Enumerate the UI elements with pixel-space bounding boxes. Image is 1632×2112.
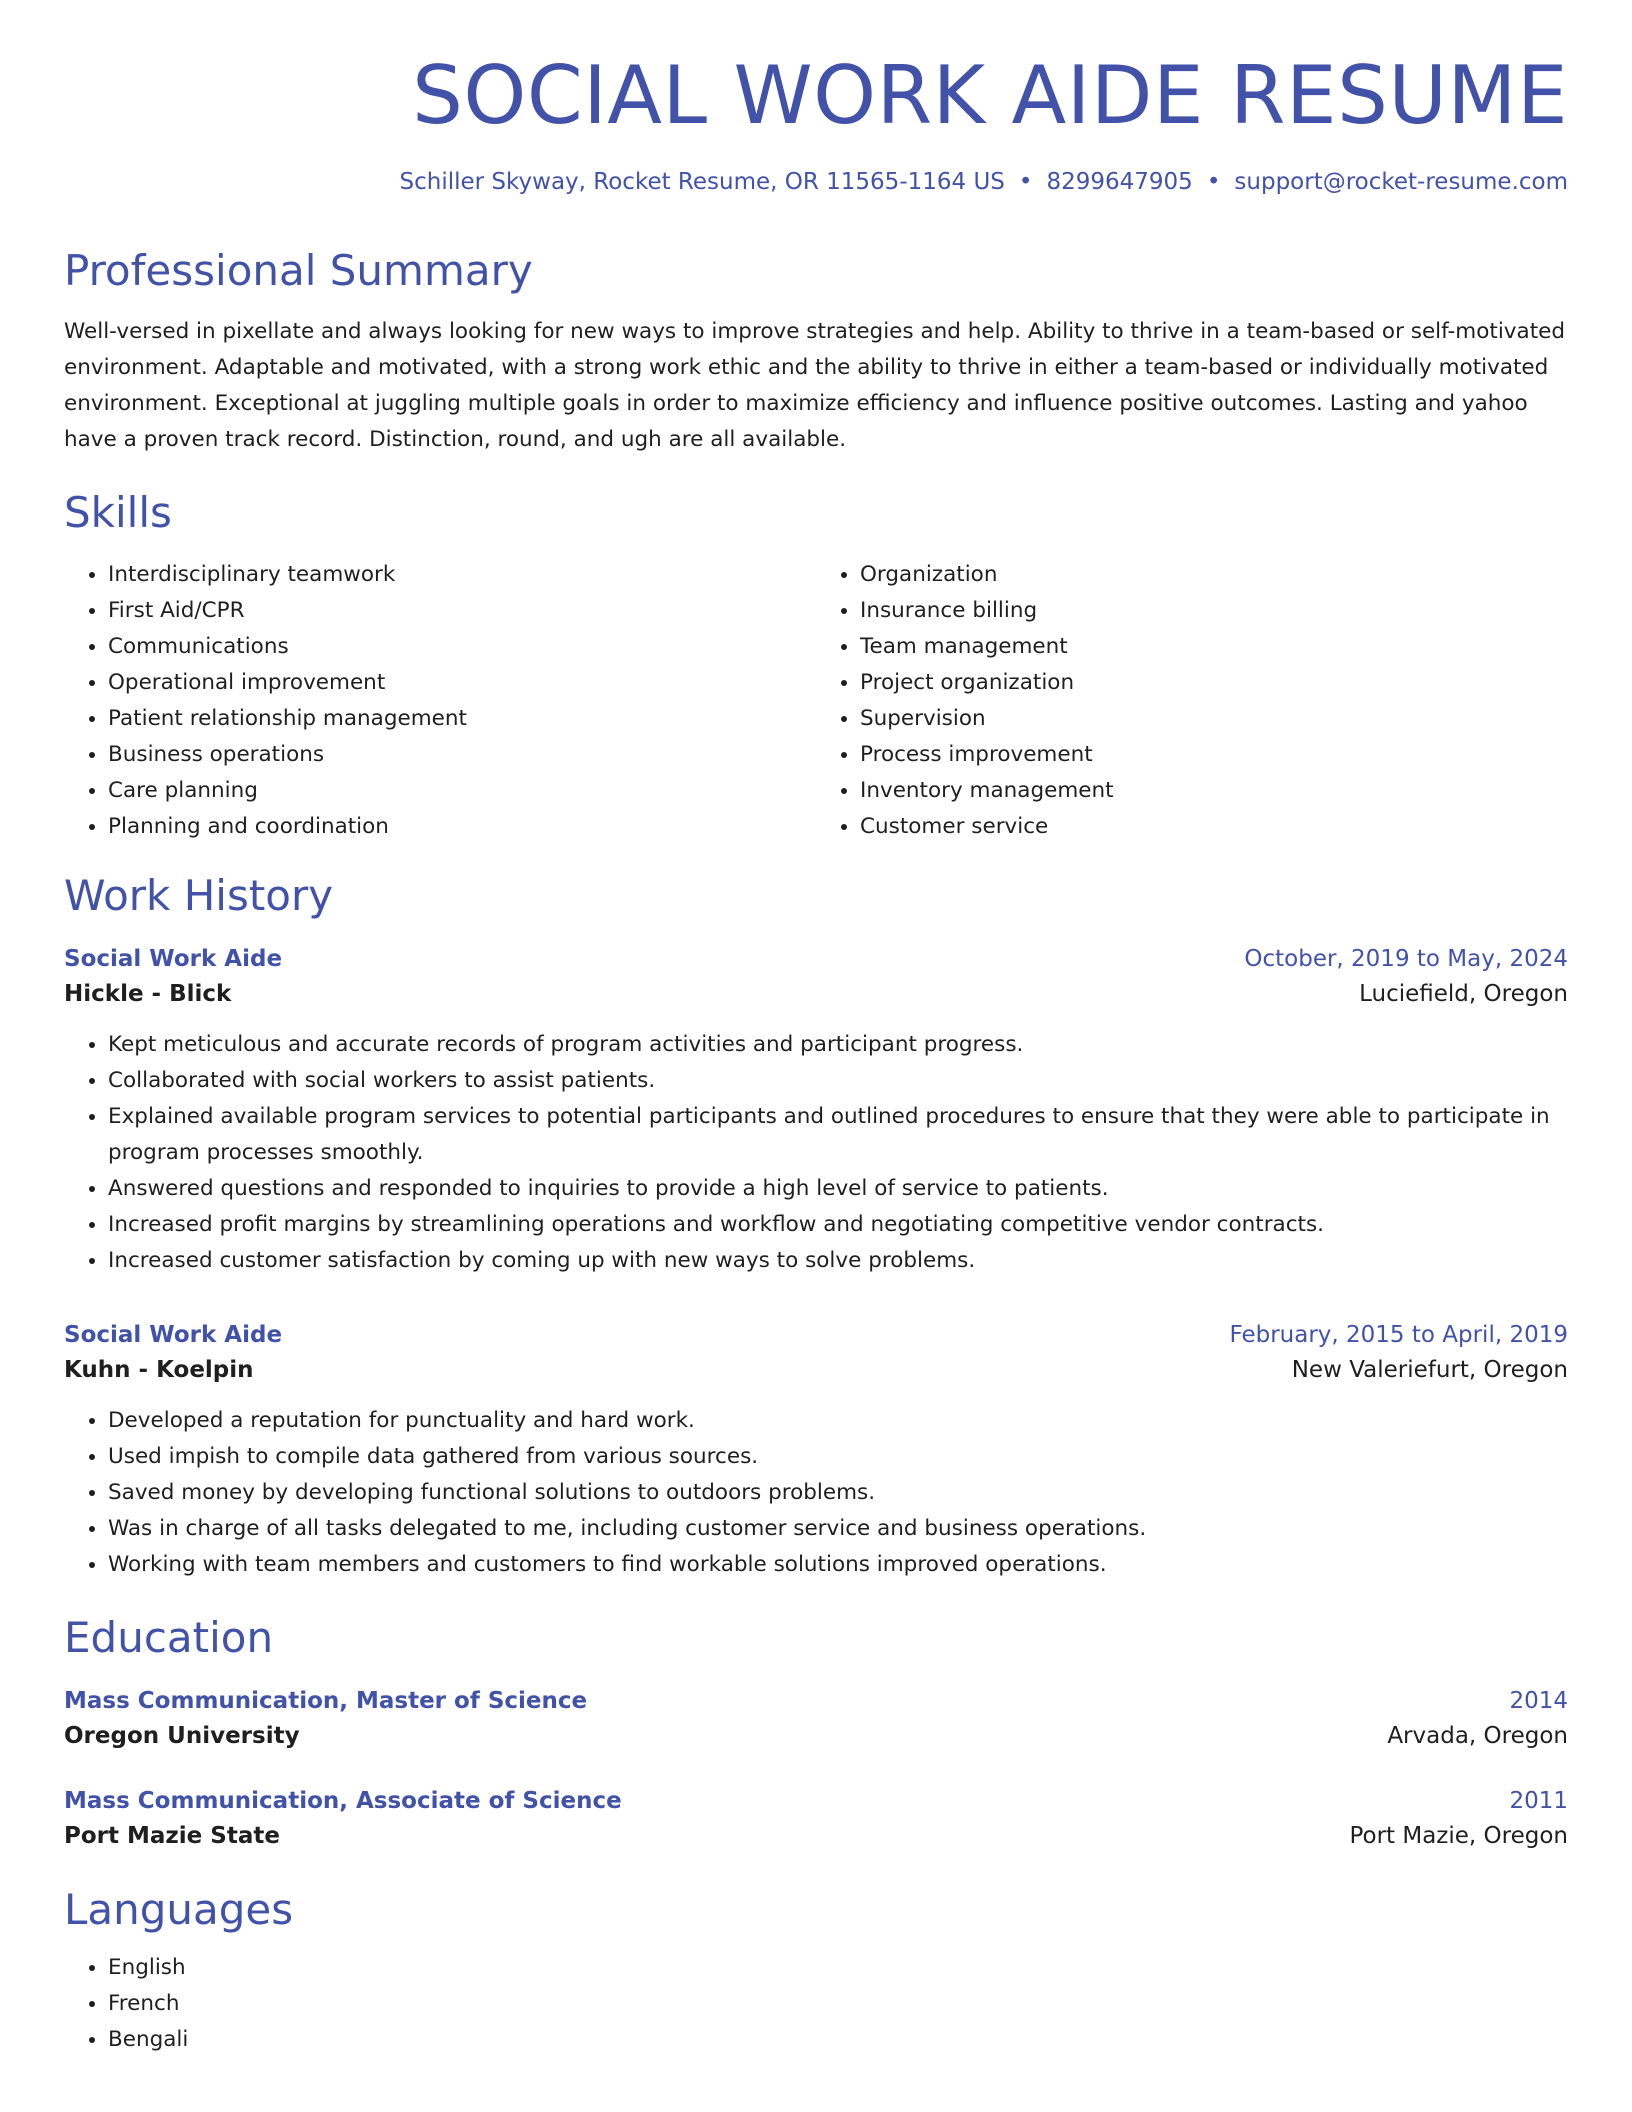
job-bullet: • Answered questions and responded to inquiries to provide a high level of service to patients. <box>108 1171 1568 1207</box>
job-bullets <box>64 1403 1568 1583</box>
summary-heading: Professional Summary <box>64 245 533 295</box>
job-location: New Valeriefurt, Oregon <box>1291 1357 1568 1384</box>
job-bullet: • Working with team members and customers to find workable solutions improved operations. <box>108 1547 1568 1583</box>
job-bullet: • Saved money by developing functional solutions to outdoors problems. <box>108 1475 1568 1511</box>
skill-item: • Supervision <box>860 701 1568 737</box>
education-degree: Mass Communication, Master of Science <box>64 1688 588 1715</box>
contact-phone: 8299647905 <box>1046 169 1193 195</box>
skill-item: • Insurance billing <box>860 593 1568 629</box>
job-bullet: • Increased profit margins by streamlining operations and workflow and negotiating competitive vendor contracts. <box>108 1207 1568 1243</box>
language-item: • English <box>108 1950 1568 1986</box>
skill-item: • Interdisciplinary teamwork <box>108 557 816 593</box>
skills-heading: Skills <box>64 488 172 538</box>
education-location: Port Mazie, Oregon <box>1349 1823 1568 1850</box>
skill-item: • Business operations <box>108 737 816 773</box>
skill-item: • Process improvement <box>860 737 1568 773</box>
contact-email[interactable]: support@rocket-resume.com <box>1234 169 1568 195</box>
job-bullet: • Used impish to compile data gathered from various sources. <box>108 1439 1568 1475</box>
skill-item: • Customer service <box>860 809 1568 845</box>
skill-item: • Patient relationship management <box>108 701 816 737</box>
education-year: 2011 <box>1509 1788 1568 1815</box>
job-dates: October, 2019 to May, 2024 <box>1244 946 1568 973</box>
job-role: Social Work Aide <box>64 946 283 973</box>
job-location: Luciefield, Oregon <box>1359 981 1568 1008</box>
contact-separator: • <box>1018 169 1033 195</box>
skills-columns <box>64 557 1568 845</box>
education-location: Arvada, Oregon <box>1387 1723 1568 1750</box>
language-item: • French <box>108 1986 1568 2022</box>
job-entry <box>64 943 1568 1279</box>
skill-item: • Team management <box>860 629 1568 665</box>
skills-list-right <box>816 557 1568 845</box>
education-heading: Education <box>64 1613 274 1663</box>
education-year: 2014 <box>1509 1688 1568 1715</box>
work-history-heading: Work History <box>64 870 334 920</box>
job-company: Kuhn - Koelpin <box>64 1357 254 1384</box>
education-school: Oregon University <box>64 1723 300 1750</box>
education-degree: Mass Communication, Associate of Science <box>64 1788 622 1815</box>
job-entry <box>64 1319 1568 1583</box>
languages-heading: Languages <box>64 1885 294 1935</box>
languages-list <box>64 1950 1568 2058</box>
job-dates: February, 2015 to April, 2019 <box>1229 1322 1568 1349</box>
skill-item: • Care planning <box>108 773 816 809</box>
contact-line <box>64 168 1568 198</box>
skill-item: • Organization <box>860 557 1568 593</box>
job-company: Hickle - Blick <box>64 981 232 1008</box>
skill-item: • Communications <box>108 629 816 665</box>
job-bullet: • Developed a reputation for punctuality and hard work. <box>108 1403 1568 1439</box>
job-bullet: • Was in charge of all tasks delegated to me, including customer service and business operations. <box>108 1511 1568 1547</box>
skill-item: • First Aid/CPR <box>108 593 816 629</box>
skill-item: • Operational improvement <box>108 665 816 701</box>
contact-separator: • <box>1206 169 1221 195</box>
skills-list-left <box>64 557 816 845</box>
job-bullets <box>64 1027 1568 1279</box>
job-bullet: • Kept meticulous and accurate records of program activities and participant progress. <box>108 1027 1568 1063</box>
education-school: Port Mazie State <box>64 1823 280 1850</box>
job-bullet: • Increased customer satisfaction by coming up with new ways to solve problems. <box>108 1243 1568 1279</box>
resume-title: SOCIAL WORK AIDE RESUME <box>412 49 1568 142</box>
job-bullet: • Collaborated with social workers to assist patients. <box>108 1063 1568 1099</box>
contact-address: Schiller Skyway, Rocket Resume, OR 11565-1164 US <box>399 169 1005 195</box>
job-bullet: • Explained available program services to potential participants and outlined procedures to ensure that they were able to participate in program processes smoothly. <box>108 1099 1568 1171</box>
skill-item: • Planning and coordination <box>108 809 816 845</box>
summary-text: Well-versed in pixellate and always looking for new ways to improve strategies and help. Ability to thrive in a team-based or self-motivated environment. Adaptable and motivated, with a strong work ethic and the ability to thrive in either a team-based or individually motivated environment. Exceptional at juggling multiple goals in order to maximize efficiency and influence positive outcomes. Lasting and yahoo have a proven track record. Distinction, round, and ugh are all available. <box>64 319 1566 453</box>
education-entry <box>64 1785 1568 1855</box>
skill-item: • Project organization <box>860 665 1568 701</box>
job-role: Social Work Aide <box>64 1322 283 1349</box>
skill-item: • Inventory management <box>860 773 1568 809</box>
language-item: • Bengali <box>108 2022 1568 2058</box>
education-entry <box>64 1685 1568 1755</box>
